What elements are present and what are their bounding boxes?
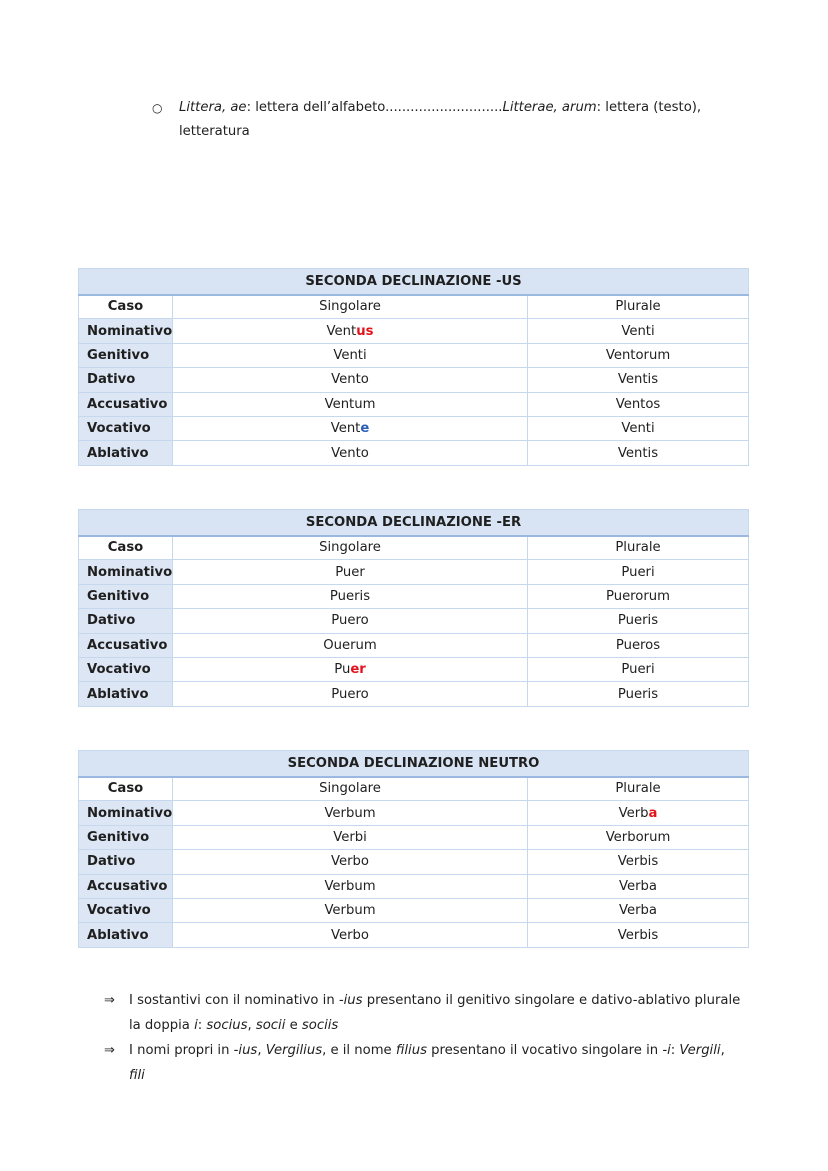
table-row [79,416,749,440]
case-label: Genitivo [79,343,173,367]
note-text: , e il nome [322,1043,396,1058]
ending-highlight: e [360,421,370,437]
singular-form: Vento [173,368,528,392]
singular-form: Pueris [173,584,528,608]
stem: Verb [618,805,649,821]
plural-form: Verbis [528,923,749,947]
ending-highlight: er [350,662,366,678]
note-italic: Vergilius [265,1043,323,1058]
case-label: Dativo [79,850,173,874]
intro-text [179,96,742,144]
plural-form: Verba [528,898,749,922]
note-text: , [247,1018,256,1033]
singular-form: Ventum [173,392,528,416]
table-row [79,368,749,392]
header-singular: Singolare [173,295,528,319]
plural-form [528,801,749,825]
note-text: e [285,1018,302,1033]
table-row [79,874,749,898]
table-row [79,609,749,633]
note-italic: i [194,1018,198,1033]
stem: Pu [334,662,351,678]
table-row [79,898,749,922]
header-plural: Plurale [528,777,749,801]
table-row [79,441,749,465]
note-text: I nomi propri in [129,1043,234,1058]
case-label: Vocativo [79,657,173,681]
case-label: Vocativo [79,898,173,922]
plural-form: Ventos [528,392,749,416]
circle-bullet-icon: ○ [152,101,163,115]
singular-form: Verbum [173,801,528,825]
singular-form [173,319,528,343]
note-text: I sostantivi con il nominativo in [129,993,339,1008]
plural-form: Pueros [528,633,749,657]
intro-word-2: Litterae, arum [502,100,597,115]
case-label: Ablativo [79,923,173,947]
table-row [79,923,749,947]
case-label: Dativo [79,368,173,392]
case-label: Genitivo [79,584,173,608]
table-row [79,801,749,825]
table-row [79,825,749,849]
note-text: , [720,1043,725,1058]
singular-form [173,657,528,681]
singular-form: Verbo [173,850,528,874]
case-label: Dativo [79,609,173,633]
singular-form: Puero [173,609,528,633]
table-title: SECONDA DECLINAZIONE -US [79,269,749,295]
note-italic: socius [206,1018,248,1033]
note-text: presentano il genitivo singolare e dativo-ablativo plurale la doppia [129,993,741,1033]
case-label: Genitivo [79,825,173,849]
table-header-row [79,777,749,801]
table-row [79,584,749,608]
table-header-row [79,295,749,319]
singular-form: Ouerum [173,633,528,657]
header-case: Caso [79,536,173,560]
double-arrow-icon: ⇒ [104,993,115,1008]
table-row [79,633,749,657]
note-text: : [197,1018,207,1033]
singular-form: Venti [173,343,528,367]
singular-form: Vento [173,441,528,465]
intro-meaning-2: : lettera (testo), letteratura [179,100,702,139]
table-title: SECONDA DECLINAZIONE NEUTRO [79,751,749,777]
plural-form: Venti [528,319,749,343]
plural-form: Venti [528,416,749,440]
table-row [79,682,749,706]
table-row [79,560,749,584]
plural-form: Puerorum [528,584,749,608]
header-singular: Singolare [173,777,528,801]
declension-table-neuter [78,750,749,948]
case-label: Vocativo [79,416,173,440]
note-text: : [670,1043,680,1058]
case-label: Nominativo [79,801,173,825]
table-header-row [79,536,749,560]
singular-form: Verbo [173,923,528,947]
case-label: Accusativo [79,392,173,416]
header-singular: Singolare [173,536,528,560]
table-row [79,850,749,874]
case-label: Ablativo [79,682,173,706]
table-row [79,319,749,343]
note-text: , [257,1043,266,1058]
plural-form: Pueris [528,682,749,706]
case-label: Accusativo [79,633,173,657]
table-row [79,392,749,416]
plural-form: Pueris [528,609,749,633]
intro-word-1: Littera, ae [179,100,247,115]
note-italic: filius [395,1043,427,1058]
singular-form [173,416,528,440]
intro-meaning-1: : lettera dell’alfabeto............................ [246,100,503,115]
singular-form: Verbi [173,825,528,849]
note-italic: socii [255,1018,286,1033]
case-label: Nominativo [79,319,173,343]
note-item [104,988,744,1038]
plural-form: Ventorum [528,343,749,367]
notes-list [104,988,744,1088]
singular-form: Verbum [173,898,528,922]
singular-form: Verbum [173,874,528,898]
case-label: Accusativo [79,874,173,898]
singular-form: Puer [173,560,528,584]
singular-form: Puero [173,682,528,706]
declension-table-us [78,268,749,466]
note-text: presentano il vocativo singolare in [426,1043,663,1058]
double-arrow-icon: ⇒ [104,1043,115,1058]
note-italic: sociis [301,1018,339,1033]
plural-form: Ventis [528,368,749,392]
table-row [79,657,749,681]
table-row [79,343,749,367]
plural-form: Ventis [528,441,749,465]
ending-highlight: us [356,323,374,339]
table-title: SECONDA DECLINAZIONE -ER [79,510,749,536]
plural-form: Verbis [528,850,749,874]
note-italic: Vergili [679,1043,721,1058]
plural-form: Verborum [528,825,749,849]
header-case: Caso [79,777,173,801]
stem: Vent [330,421,361,437]
declension-table-er [78,509,749,707]
note-italic: -ius [338,993,363,1008]
stem: Vent [326,323,357,339]
plural-form: Pueri [528,657,749,681]
plural-form: Verba [528,874,749,898]
ending-highlight: a [648,805,658,821]
case-label: Ablativo [79,441,173,465]
header-case: Caso [79,295,173,319]
case-label: Nominativo [79,560,173,584]
note-italic: fili [129,1068,145,1083]
note-italic: -ius [233,1043,258,1058]
note-item [104,1038,744,1088]
header-plural: Plurale [528,295,749,319]
note-italic: -i [662,1043,671,1058]
header-plural: Plurale [528,536,749,560]
plural-form: Pueri [528,560,749,584]
intro-bullet-item [152,96,742,144]
